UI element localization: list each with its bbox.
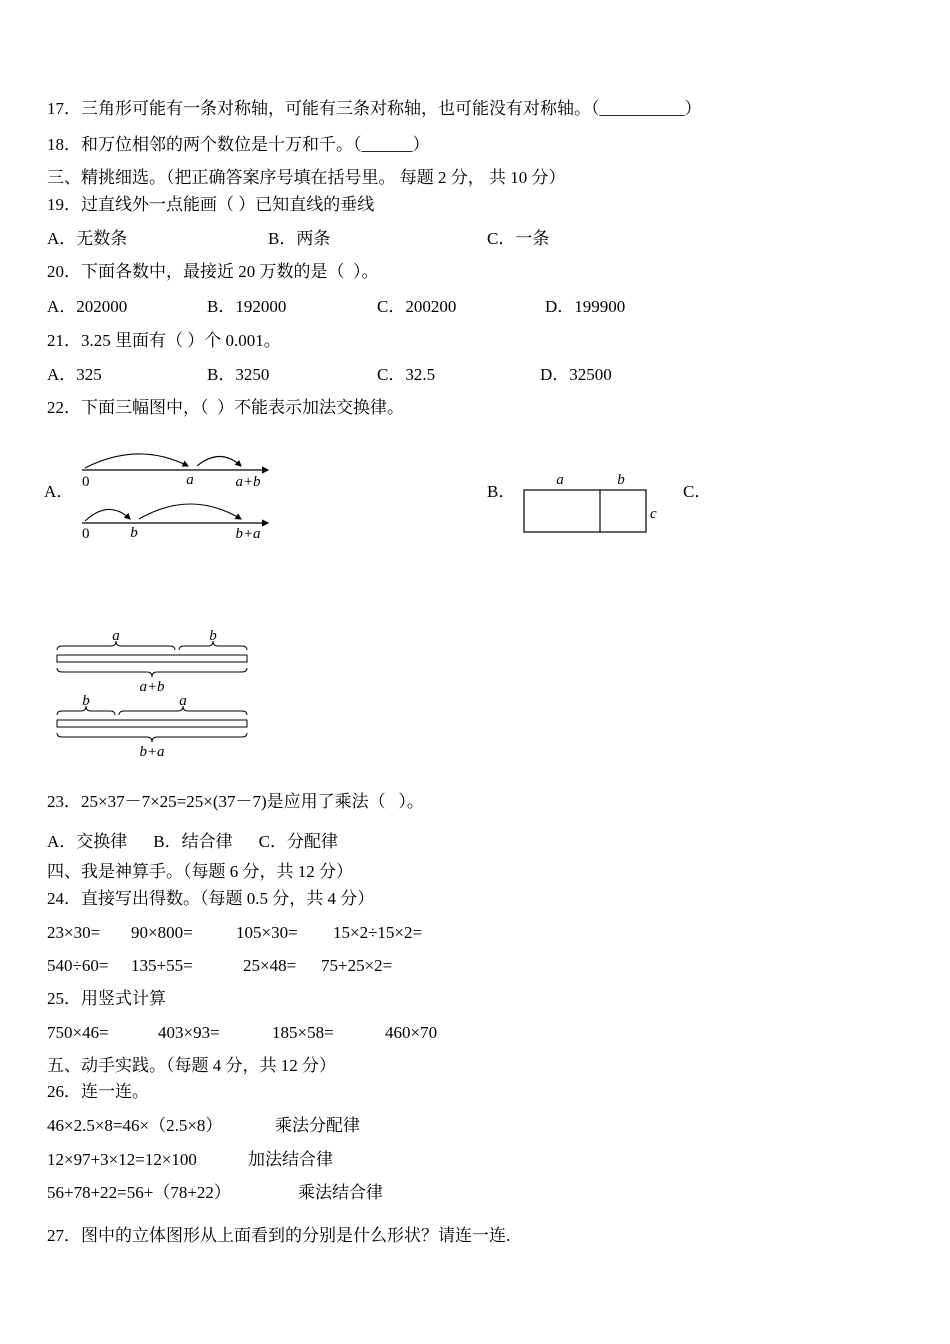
question-23-option-c: C．分配律 <box>258 832 338 851</box>
question-21-option-b: B．3250 <box>207 365 270 384</box>
question-23-option-b: B．结合律 <box>153 832 233 851</box>
q26-right-2: 加法结合律 <box>248 1150 333 1169</box>
diagram-b-rectangle <box>518 466 673 538</box>
arc-0-to-b <box>85 509 130 521</box>
q26-left-2: 12×97+3×12=12×100 <box>47 1150 197 1169</box>
fig1-bar <box>57 655 247 662</box>
question-20-option-d: D．199900 <box>545 297 626 316</box>
question-19-option-c: C．一条 <box>487 229 550 248</box>
fig1-label-a: a <box>112 628 120 644</box>
question-25: 25．用竖式计算 <box>47 989 166 1008</box>
q24-item-4: 15×2÷15×2= <box>333 923 423 942</box>
arc-b-to-ba <box>139 504 241 519</box>
q26-right-3: 乘法结合律 <box>298 1183 383 1202</box>
label-a-plus-b: a+b <box>235 474 261 490</box>
fig1-overbrace-b <box>179 641 247 650</box>
question-22-label-a: A． <box>44 482 74 501</box>
question-27: 27．图中的立体图形从上面看到的分别是什么形状？请连一连. <box>47 1226 511 1245</box>
q24-item-7: 25×48= <box>243 956 297 975</box>
question-23-options <box>47 827 338 852</box>
fig2-overbrace-a <box>119 706 247 715</box>
q25-item-1: 750×46= <box>47 1023 109 1042</box>
label-zero-2: 0 <box>82 526 90 542</box>
question-19: 19．过直线外一点能画（ ）已知直线的垂线 <box>47 195 375 214</box>
question-21: 21．3.25 里面有（ ）个 0.001。 <box>47 331 281 350</box>
label-b-plus-a: b+a <box>235 526 261 542</box>
arc-0-to-a <box>85 454 188 468</box>
fig1-label-b: b <box>209 628 217 644</box>
q24-item-8: 75+25×2= <box>321 956 393 975</box>
question-18: 18．和万位相邻的两个数位是十万和千。（______） <box>47 135 430 154</box>
fig1-overbrace-a <box>57 641 175 650</box>
arc-a-to-ab <box>197 457 241 467</box>
q24-item-3: 105×30= <box>236 923 298 942</box>
question-26: 26．连一连。 <box>47 1082 149 1101</box>
label-c-side: c <box>650 506 657 522</box>
question-22: 22．下面三幅图中，（ ）不能表示加法交换律。 <box>47 398 404 417</box>
question-24: 24．直接写出得数。（每题 0.5 分，共 4 分） <box>47 889 375 908</box>
label-a-1: a <box>186 472 194 488</box>
label-b-top: b <box>617 472 625 488</box>
question-19-option-b: B．两条 <box>268 229 331 248</box>
section-5-heading: 五、动手实践。（每题 4 分，共 12 分） <box>47 1056 336 1075</box>
q24-item-6: 135+55= <box>131 956 193 975</box>
question-20-option-a: A．202000 <box>47 297 128 316</box>
question-21-option-d: D．32500 <box>540 365 612 384</box>
q26-left-3: 56+78+22=56+（78+22） <box>47 1183 231 1202</box>
fig1-underbrace <box>57 668 247 677</box>
question-22-label-b: B． <box>487 482 516 501</box>
section-4-heading: 四、我是神算手。（每题 6 分，共 12 分） <box>47 862 353 881</box>
question-23-option-a: A．交换律 <box>47 832 128 851</box>
question-20-option-b: B．192000 <box>207 297 287 316</box>
fig2-underbrace <box>57 733 247 742</box>
q24-item-5: 540÷60= <box>47 956 109 975</box>
question-21-option-c: C．32.5 <box>377 365 436 384</box>
q25-item-3: 185×58= <box>272 1023 334 1042</box>
diagram-c-tapes <box>50 628 260 760</box>
question-19-option-a: A．无数条 <box>47 229 128 248</box>
label-zero-1: 0 <box>82 474 90 490</box>
rect-outline <box>524 490 646 532</box>
fig1-label-a-plus-b: a+b <box>139 679 165 695</box>
fig2-label-b-plus-a: b+a <box>139 744 165 760</box>
question-20: 20．下面各数中，最接近 20 万数的是（ ）。 <box>47 262 379 281</box>
section-3-heading: 三、精挑细选。（把正确答案序号填在括号里。 每题 2 分， 共 10 分） <box>47 168 566 187</box>
diagram-a-numberlines <box>78 437 278 541</box>
q26-right-1: 乘法分配律 <box>275 1116 360 1135</box>
question-21-option-a: A．325 <box>47 365 102 384</box>
question-23: 23．25×37－7×25=25×(37－7)是应用了乘法（ ）。 <box>47 792 424 811</box>
fig2-overbrace-b <box>57 706 115 715</box>
q26-left-1: 46×2.5×8=46×（2.5×8） <box>47 1116 223 1135</box>
q25-item-2: 403×93= <box>158 1023 220 1042</box>
label-b-2: b <box>130 525 138 541</box>
label-a-top: a <box>556 472 564 488</box>
fig2-label-a: a <box>179 693 187 709</box>
fig2-bar <box>57 720 247 727</box>
q24-item-2: 90×800= <box>131 923 193 942</box>
q24-item-1: 23×30= <box>47 923 101 942</box>
fig2-label-b: b <box>82 693 90 709</box>
question-17: 17．三角形可能有一条对称轴，可能有三条对称轴，也可能没有对称轴。（__________） <box>47 99 702 118</box>
question-22-label-c: C． <box>683 482 712 501</box>
q25-item-4: 460×70 <box>385 1023 438 1042</box>
question-20-option-c: C．200200 <box>377 297 457 316</box>
